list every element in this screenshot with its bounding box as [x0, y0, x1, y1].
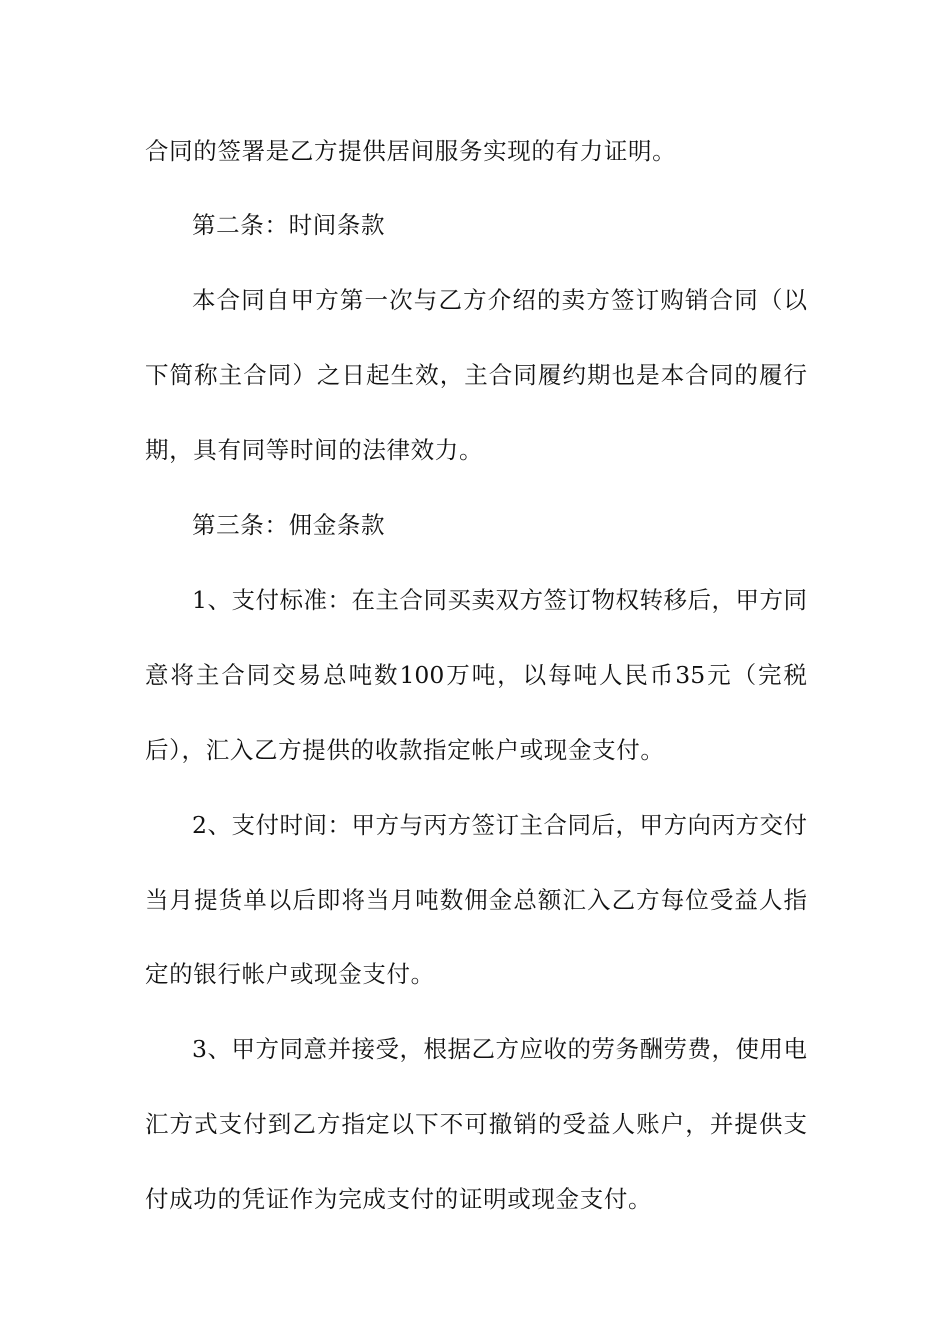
- text-line: 2、支付时间：甲方与丙方签订主合同后，甲方向丙方交付: [192, 811, 807, 839]
- text-line: 合同的签署是乙方提供居间服务实现的有力证明。: [145, 137, 677, 165]
- text-line: 当月提货单以后即将当月吨数佣金总额汇入乙方每位受益人指: [145, 886, 807, 914]
- text-line: 期，具有同等时间的法律效力。: [145, 436, 484, 464]
- text-line: 意将主合同交易总吨数100万吨，以每吨人民币35元（完税: [145, 661, 807, 689]
- text-line: 1、支付标准：在主合同买卖双方签订物权转移后，甲方同: [192, 586, 807, 614]
- text-line: 3、甲方同意并接受，根据乙方应收的劳务酬劳费，使用电: [192, 1035, 807, 1063]
- text-line: 汇方式支付到乙方指定以下不可撤销的受益人账户，并提供支: [145, 1110, 807, 1138]
- section-heading: 第三条：佣金条款: [192, 511, 386, 539]
- text-line: 下简称主合同）之日起生效，主合同履约期也是本合同的履行: [145, 361, 807, 389]
- section-heading: 第二条：时间条款: [192, 211, 386, 239]
- text-line: 本合同自甲方第一次与乙方介绍的卖方签订购销合同（以: [192, 286, 807, 314]
- text-line: 定的银行帐户或现金支付。: [145, 960, 435, 988]
- text-line: 后），汇入乙方提供的收款指定帐户或现金支付。: [145, 736, 665, 764]
- text-line: 付成功的凭证作为完成支付的证明或现金支付。: [145, 1185, 653, 1213]
